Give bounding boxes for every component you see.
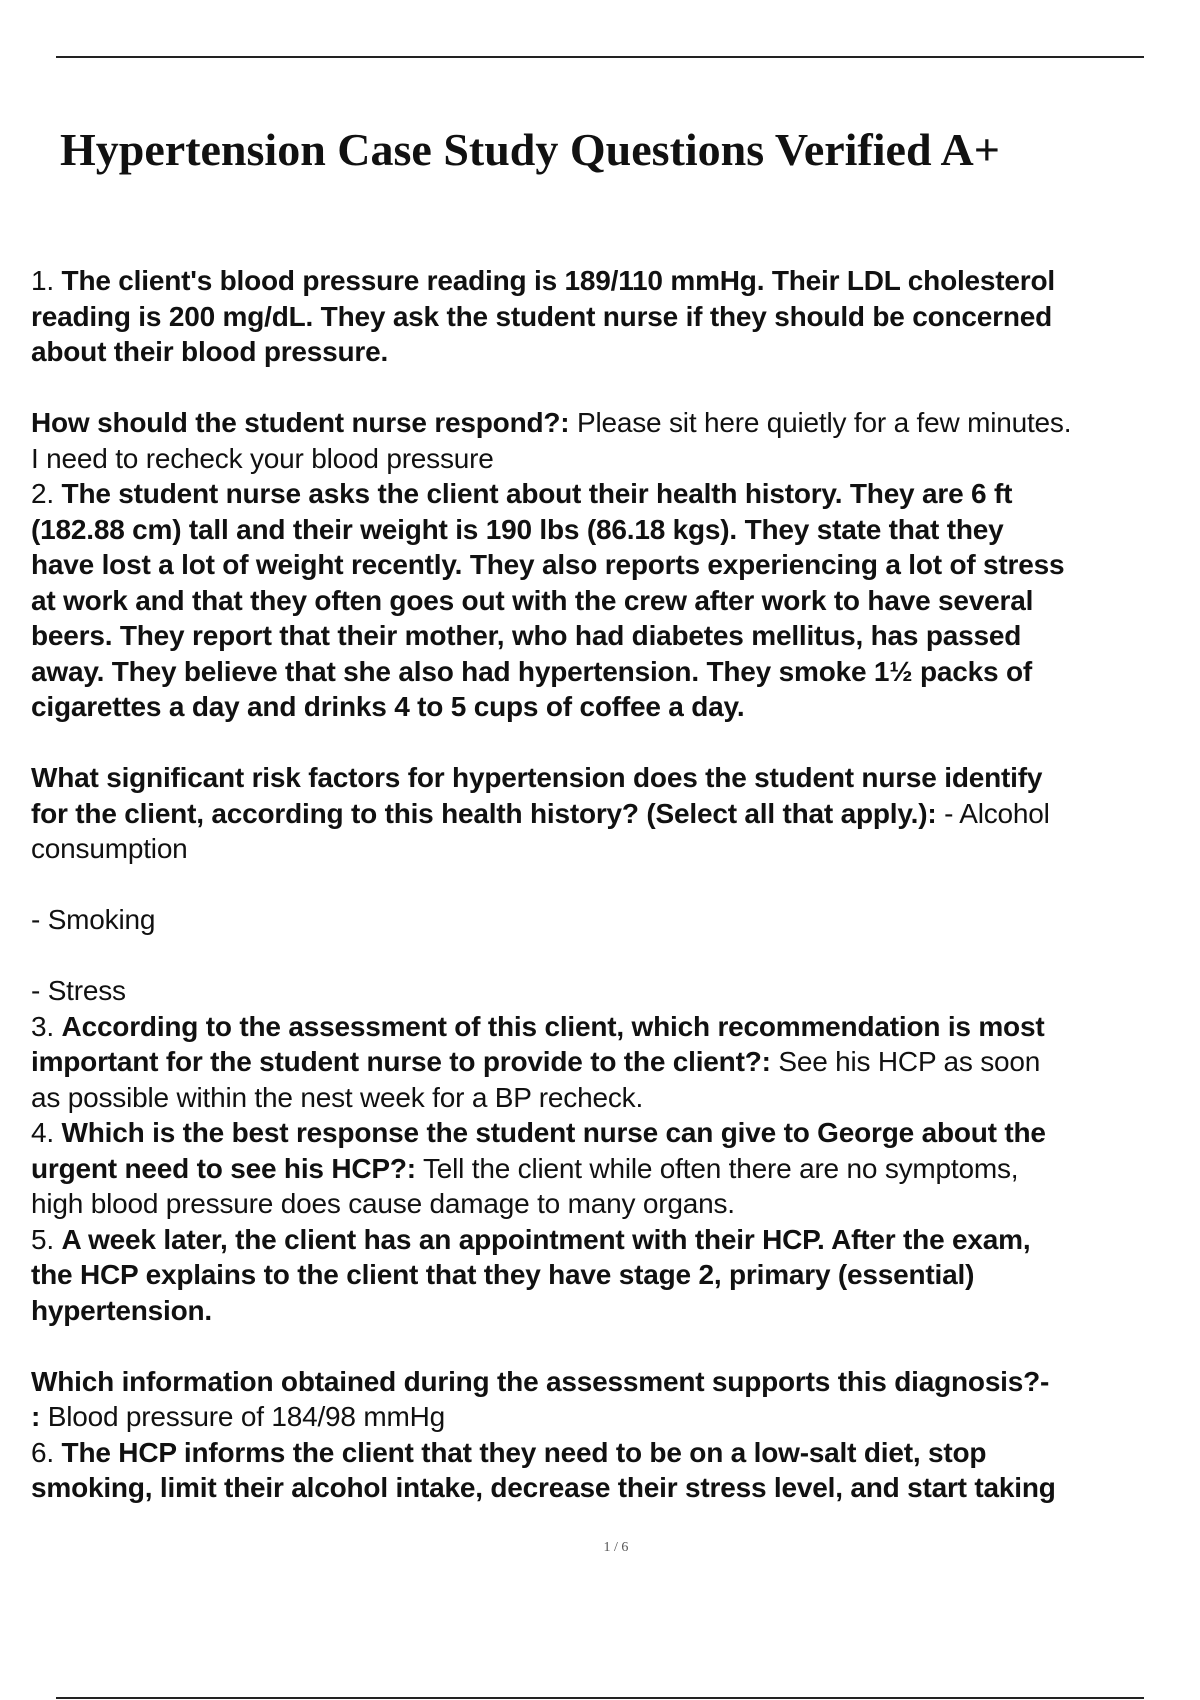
q2-prompt-line-1: What significant risk factors for hypertension does the student nurse identify [31,762,1043,793]
q5-line-1 [31,1222,1200,1258]
q3-question-line-2: important for the student nurse to provide to the client?: [31,1046,771,1077]
q4-question-line-2: urgent need to see his HCP?: [31,1152,416,1184]
bottom-rule [56,1697,1144,1699]
q1-prompt: How should the student nurse respond?: [31,407,570,438]
q5-question-line-2: the HCP explains to the client that they have stage 2, primary (essential) [31,1259,975,1290]
q2-question-line-5: beers. They report that their mother, who had diabetes mellitus, has passed [31,620,1022,651]
q2-question-line-3: have lost a lot of weight recently. They also reports experiencing a lot of stress [31,549,1065,580]
q1-answer-text: Please sit here quietly for a few minutes. [577,407,1072,438]
q5-prompt-end: : [31,1401,41,1432]
q1-line-1 [31,263,1200,299]
q2-question-line-2: (182.88 cm) tall and their weight is 190 lbs (86.18 kgs). They state that they [31,513,1004,545]
q4-line-2 [31,1151,1200,1187]
q2-answer-alcohol: - Alcohol [944,797,1050,829]
q4-answer-line-2: high blood pressure does cause damage to many organs. [31,1188,735,1219]
q3-question-line-1: According to the assessment of this client, which recommendation is most [61,1010,1045,1042]
q5-answer-line [31,1399,1200,1435]
document-body [31,263,1200,1506]
q2-answer-smoking: - Smoking [31,904,156,935]
q4-answer-text: Tell the client while often there are no symptoms, [422,1152,1019,1184]
q1-question-line-2: reading is 200 mg/dL. They ask the student nurse if they should be concerned [31,300,1053,332]
q2-number: 2. [31,478,54,509]
q3-answer-line-2: as possible within the nest week for a BP recheck. [31,1081,644,1113]
q2-answer-stress: - Stress [31,975,126,1006]
q4-question-line-1: Which is the best response the student nurse can give to George about the [61,1117,1046,1148]
q5-prompt-line-1: Which information obtained during the assessment supports this diagnosis?- [31,1365,1050,1397]
q3-line-1 [31,1009,1200,1045]
q1-answer-line-2: I need to recheck your blood pressure [31,442,494,474]
q5-question-line-1: A week later, the client has an appointment with their HCP. After the exam, [61,1223,1031,1255]
q2-question-line-1: The student nurse asks the client about their health history. They are 6 ft [61,478,1013,509]
q2-prompt-end: for the client, according to this health history? (Select all that apply.): [31,797,937,829]
q6-question-line-2: smoking, limit their alcohol intake, decrease their stress level, and start taking [31,1472,1056,1503]
document-title: Hypertension Case Study Questions Verified A+ [60,124,1000,175]
q1-answer-line-1 [31,405,1200,441]
q1-number: 1. [31,265,54,296]
q6-question-line-1: The HCP informs the client that they need to be on a low-salt diet, stop [61,1436,987,1468]
q6-number: 6. [31,1436,54,1468]
q3-number: 3. [31,1010,54,1042]
q5-number: 5. [31,1223,54,1255]
top-rule [56,56,1144,58]
q5-answer-text: Blood pressure of 184/98 mmHg [47,1401,446,1432]
q1-question-line-1: The client's blood pressure reading is 189/110 mmHg. Their LDL cholesterol [61,265,1055,296]
q3-line-2 [31,1044,1200,1080]
q1-question-line-3: about their blood pressure. [31,336,389,367]
q2-question-line-6: away. They believe that she also had hypertension. They smoke 1½ packs of [31,655,1033,687]
q6-line-1 [31,1435,1200,1471]
q2-question-line-4: at work and that they often goes out with the crew after work to have several [31,584,1034,616]
q2-question-line-7: cigarettes a day and drinks 4 to 5 cups of coffee a day. [31,691,745,722]
q4-line-1 [31,1115,1200,1151]
q2-prompt-line-2 [31,796,1200,832]
q4-number: 4. [31,1117,54,1148]
q5-question-line-3: hypertension. [31,1294,212,1326]
q2-answer-alcohol-cont: consumption [31,833,188,864]
page-number: 1 / 6 [603,1540,629,1555]
q2-line-1 [31,476,1200,512]
q3-answer-text: See his HCP as soon [778,1046,1041,1077]
